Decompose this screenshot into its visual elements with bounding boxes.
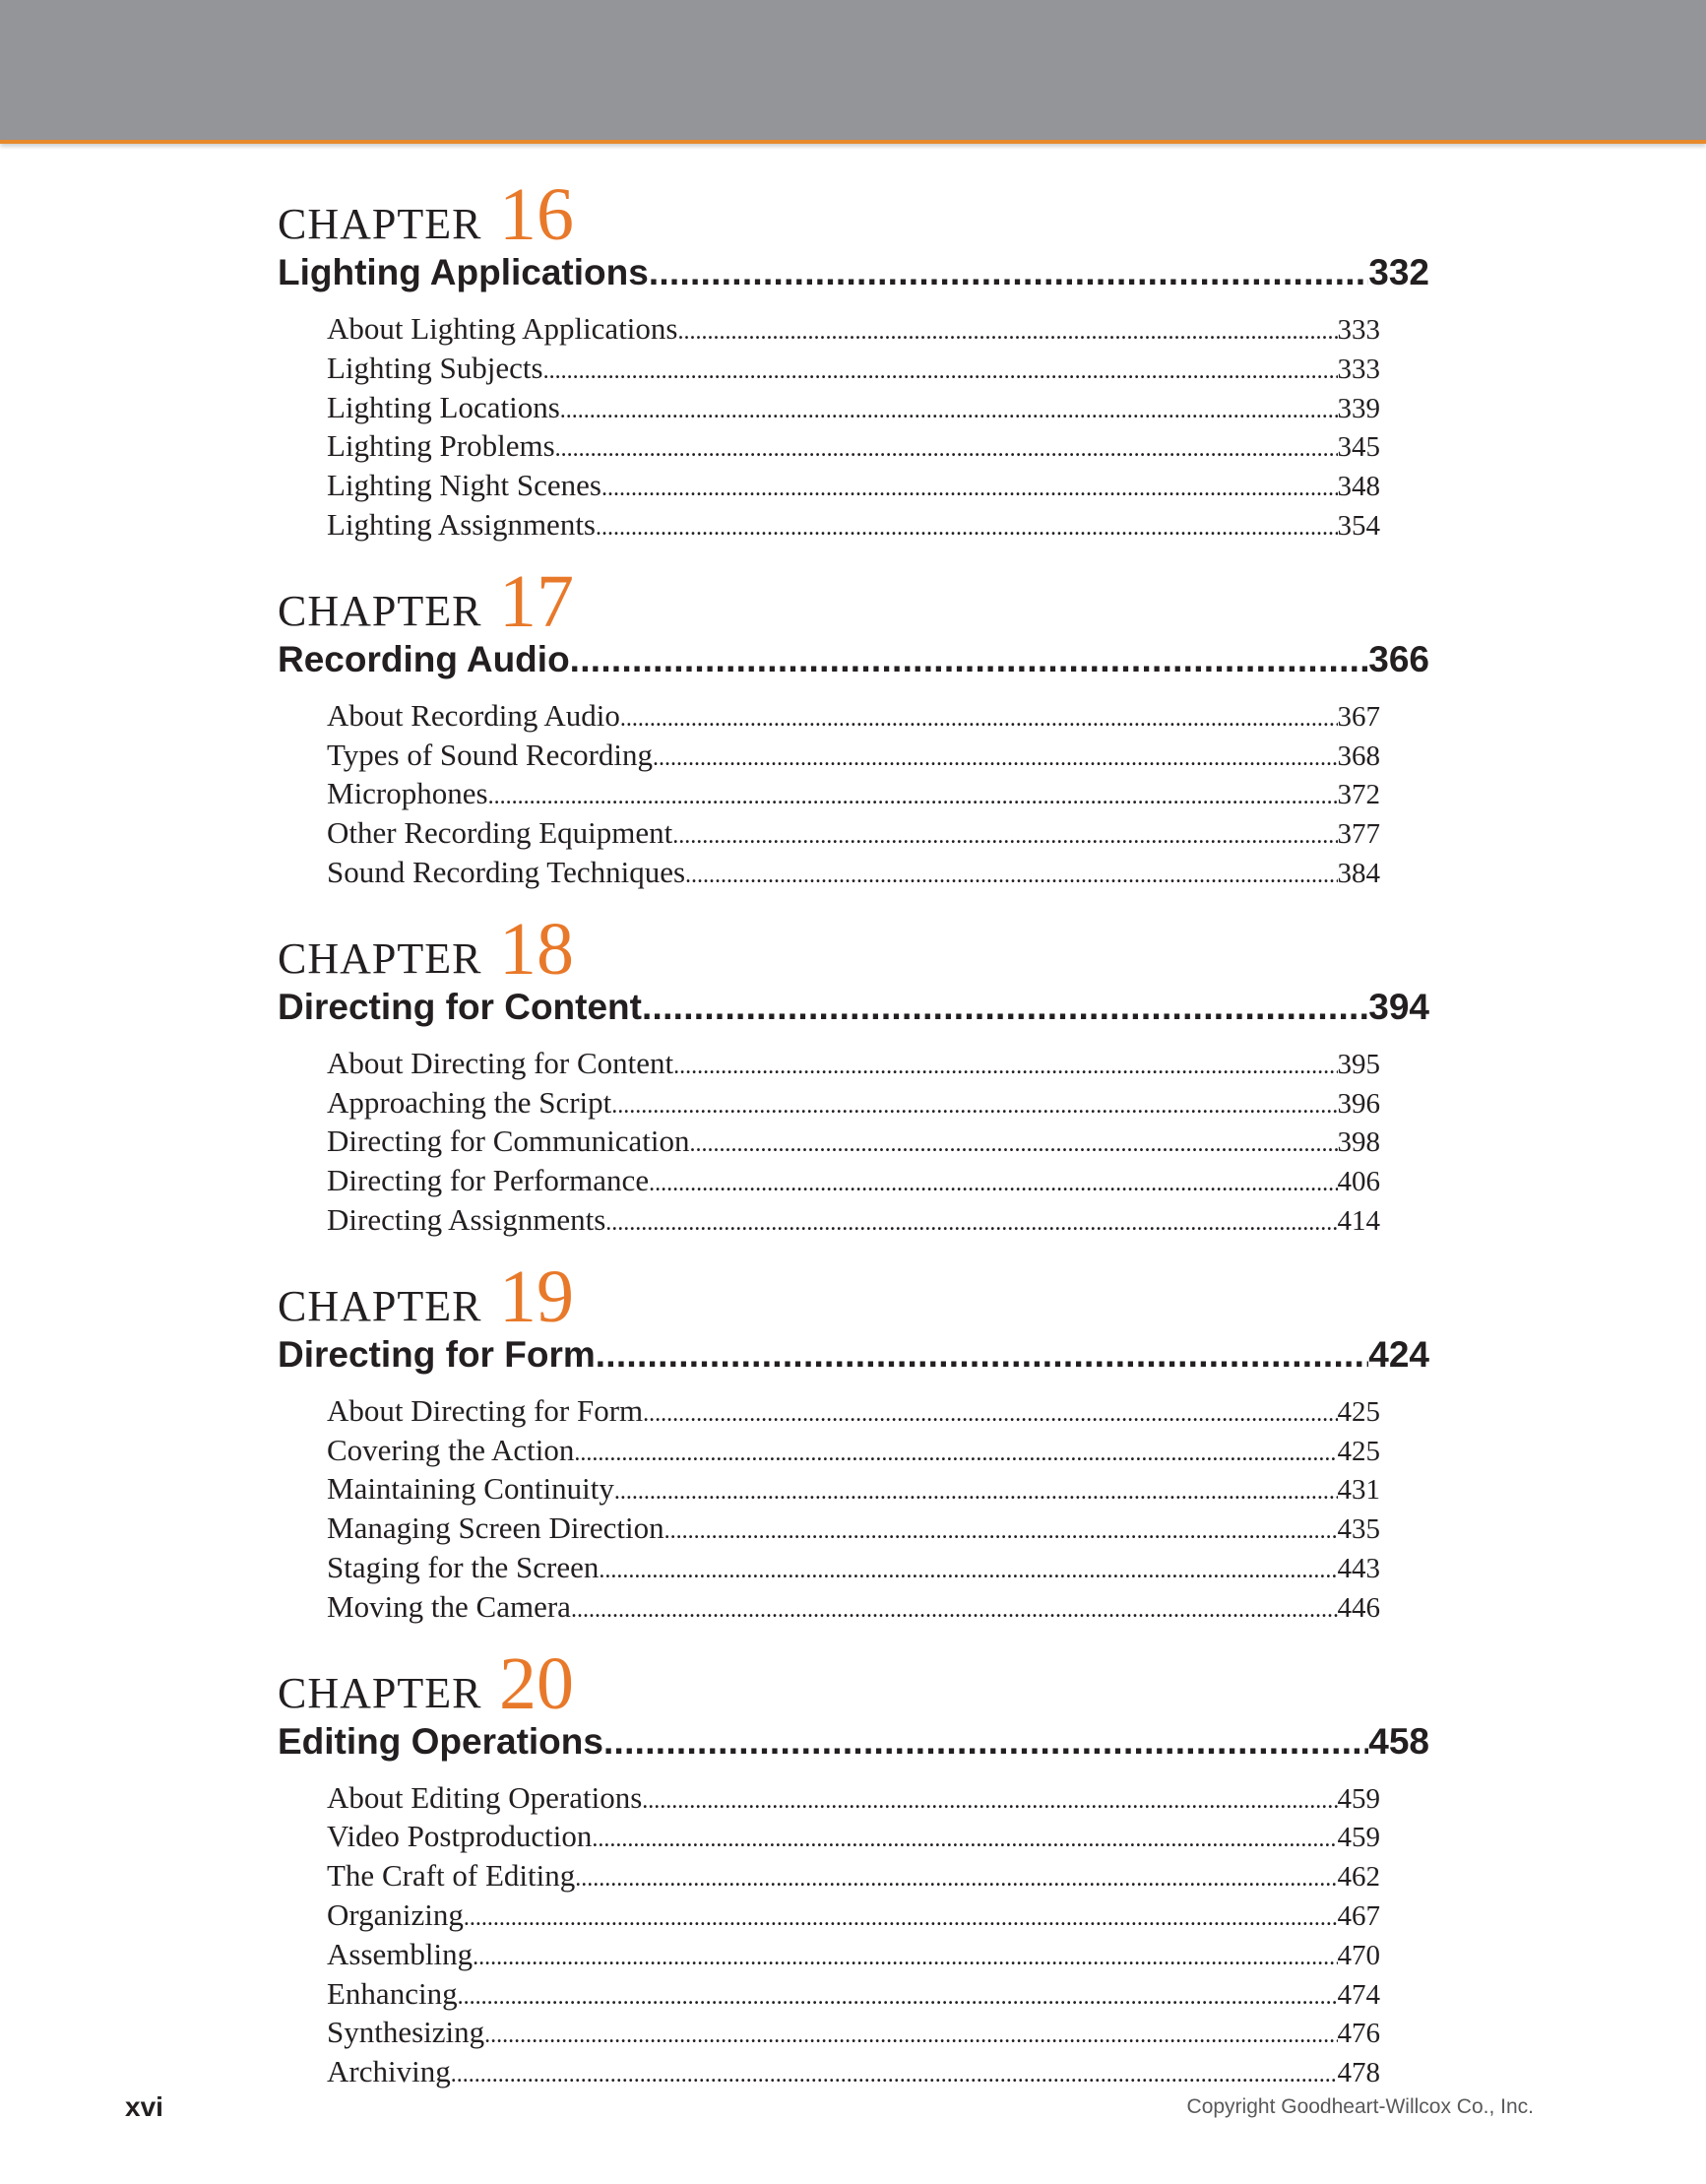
dot-leader (620, 706, 1338, 733)
chapter-page-number: 366 (1368, 638, 1429, 679)
section-entry[interactable] (327, 311, 1380, 351)
section-page-number: 395 (1337, 1048, 1380, 1080)
section-page-number: 367 (1337, 700, 1380, 733)
dot-leader (599, 1558, 1337, 1584)
dot-leader (653, 745, 1337, 772)
chapter-page-number: 424 (1368, 1333, 1429, 1375)
dot-leader (555, 436, 1338, 463)
section-entry[interactable] (327, 507, 1380, 546)
section-page-number: 333 (1337, 314, 1380, 346)
section-entry[interactable] (327, 855, 1380, 894)
section-title: Microphones (327, 776, 488, 811)
section-entry[interactable] (327, 390, 1380, 429)
section-entry[interactable] (327, 1471, 1380, 1510)
section-title: Directing Assignments (327, 1201, 606, 1237)
section-title: Other Recording Equipment (327, 815, 673, 851)
section-title: Types of Sound Recording (327, 737, 654, 772)
section-entry[interactable] (327, 1897, 1380, 1937)
section-title: About Recording Audio (327, 697, 620, 733)
chapter-block (278, 169, 1429, 546)
chapter-label: CHAPTER (278, 1281, 482, 1330)
section-title: Lighting Assignments (327, 506, 596, 542)
section-title: Staging for the Screen (327, 1549, 600, 1584)
chapter-heading (278, 1638, 1429, 1725)
chapter-label: CHAPTER (278, 1668, 482, 1717)
section-page-number: 406 (1337, 1166, 1380, 1198)
section-page-number: 425 (1337, 1395, 1380, 1428)
chapter-title-entry[interactable] (278, 1334, 1429, 1389)
dot-leader (649, 252, 1368, 293)
dot-leader (601, 476, 1338, 502)
section-page-number: 396 (1337, 1087, 1380, 1120)
section-page-number: 372 (1337, 779, 1380, 811)
section-entry[interactable] (327, 1202, 1380, 1242)
chapter-number: 16 (499, 173, 574, 256)
section-title: Lighting Night Scenes (327, 468, 601, 503)
section-entry[interactable] (327, 1937, 1380, 1976)
section-entry[interactable] (327, 1163, 1380, 1202)
dot-leader (614, 1479, 1338, 1506)
section-entry[interactable] (327, 1433, 1380, 1472)
section-page-number: 368 (1337, 739, 1380, 772)
section-entry[interactable] (327, 1780, 1380, 1820)
dot-leader (664, 1518, 1338, 1545)
dot-leader (484, 2023, 1337, 2049)
chapter-heading (278, 556, 1429, 643)
dot-leader (673, 1054, 1337, 1080)
section-title: Lighting Locations (327, 389, 560, 424)
section-page-number: 459 (1337, 1782, 1380, 1815)
section-page-number: 459 (1337, 1822, 1380, 1854)
dot-leader (611, 1093, 1337, 1120)
section-title: Directing for Performance (327, 1163, 650, 1198)
section-title: The Craft of Editing (327, 1858, 576, 1894)
chapter-block (278, 556, 1429, 894)
dot-leader (574, 1441, 1337, 1467)
section-page-number: 435 (1337, 1513, 1380, 1546)
chapter-title: Directing for Content (278, 986, 642, 1027)
dot-leader (649, 1171, 1337, 1197)
section-title: Organizing (327, 1896, 464, 1932)
dot-leader (605, 1210, 1337, 1237)
section-page-number: 443 (1337, 1552, 1380, 1584)
section-page-number: 398 (1337, 1126, 1380, 1159)
dot-leader (560, 398, 1338, 424)
section-title: Lighting Subjects (327, 350, 543, 385)
dot-leader (643, 1401, 1337, 1428)
dot-leader (451, 2062, 1338, 2088)
chapter-title-entry[interactable] (278, 252, 1429, 307)
dot-leader (464, 1905, 1338, 1932)
copyright-notice: Copyright Goodheart-Willcox Co., Inc. (1186, 2095, 1534, 2118)
section-entry[interactable] (327, 1124, 1380, 1163)
chapter-title: Recording Audio (278, 638, 570, 679)
section-title: Video Postproduction (327, 1819, 593, 1854)
section-title: Managing Screen Direction (327, 1510, 664, 1546)
chapter-number: 19 (499, 1254, 574, 1338)
chapter-title-entry[interactable] (278, 987, 1429, 1042)
chapter-block (278, 1638, 1429, 2093)
dot-leader (596, 515, 1338, 542)
section-page-number: 425 (1337, 1435, 1380, 1467)
section-entry[interactable] (327, 1085, 1380, 1124)
section-entry[interactable] (327, 815, 1380, 855)
dot-leader (642, 987, 1368, 1028)
section-page-number: 474 (1337, 1978, 1380, 2011)
dot-leader (642, 1788, 1337, 1815)
section-title: Archiving (327, 2054, 451, 2089)
section-page-number: 462 (1337, 1861, 1380, 1894)
section-title: About Editing Operations (327, 1779, 643, 1815)
section-entry[interactable] (327, 1046, 1380, 1085)
chapter-title-entry[interactable] (278, 639, 1429, 694)
chapter-title: Lighting Applications (278, 252, 649, 292)
section-list (327, 698, 1380, 894)
section-entry[interactable] (327, 1976, 1380, 2016)
chapter-number: 18 (499, 907, 574, 991)
chapter-page-number: 394 (1368, 986, 1429, 1027)
section-title: Lighting Problems (327, 428, 555, 464)
section-page-number: 431 (1337, 1474, 1380, 1507)
section-page-number: 354 (1337, 509, 1380, 542)
section-list (327, 311, 1380, 546)
section-page-number: 377 (1337, 818, 1380, 851)
dot-leader (672, 823, 1337, 850)
section-list (327, 1046, 1380, 1242)
dot-leader (592, 1827, 1337, 1853)
section-page-number: 384 (1337, 857, 1380, 889)
section-entry[interactable] (327, 1819, 1380, 1858)
chapter-title-entry[interactable] (278, 1721, 1429, 1776)
section-list (327, 1393, 1380, 1629)
header-band (0, 0, 1706, 144)
section-entry[interactable] (327, 351, 1380, 390)
section-entry[interactable] (327, 738, 1380, 777)
section-title: Approaching the Script (327, 1084, 612, 1120)
section-entry[interactable] (327, 776, 1380, 815)
chapter-label: CHAPTER (278, 933, 482, 983)
dot-leader (570, 639, 1369, 680)
chapter-heading (278, 169, 1429, 256)
chapter-page-number: 458 (1368, 1720, 1429, 1762)
section-title: About Lighting Applications (327, 311, 678, 346)
chapter-label: CHAPTER (278, 586, 482, 635)
dot-leader (596, 1334, 1369, 1376)
section-page-number: 446 (1337, 1591, 1380, 1624)
dot-leader (473, 1945, 1337, 1971)
section-page-number: 476 (1337, 2018, 1380, 2050)
dot-leader (571, 1597, 1338, 1624)
dot-leader (678, 319, 1338, 346)
dot-leader (488, 784, 1338, 810)
section-title: Covering the Action (327, 1432, 575, 1467)
chapter-block (278, 1252, 1429, 1629)
section-list (327, 1780, 1380, 2093)
dot-leader (543, 358, 1338, 385)
section-entry[interactable] (327, 1550, 1380, 1589)
section-entry[interactable] (327, 1393, 1380, 1433)
table-of-contents (278, 169, 1429, 2103)
section-title: Assembling (327, 1936, 474, 1971)
dot-leader (458, 1984, 1338, 2011)
page-folio: xvi (125, 2091, 163, 2122)
section-title: About Directing for Content (327, 1045, 674, 1080)
section-entry[interactable] (327, 428, 1380, 468)
section-entry[interactable] (327, 1858, 1380, 1897)
section-entry[interactable] (327, 468, 1380, 507)
section-page-number: 333 (1337, 353, 1380, 385)
section-page-number: 414 (1337, 1204, 1380, 1237)
chapter-number: 20 (499, 1641, 574, 1725)
chapter-number: 17 (499, 559, 574, 643)
dot-leader (603, 1721, 1368, 1763)
section-page-number: 470 (1337, 1939, 1380, 1971)
section-title: Moving the Camera (327, 1588, 571, 1624)
section-title: Synthesizing (327, 2015, 485, 2050)
section-page-number: 345 (1337, 431, 1380, 464)
section-entry[interactable] (327, 2015, 1380, 2054)
dot-leader (685, 863, 1337, 889)
chapter-heading (278, 904, 1429, 991)
section-entry[interactable] (327, 698, 1380, 738)
chapter-label: CHAPTER (278, 200, 482, 248)
section-title: Enhancing (327, 1975, 458, 2011)
section-page-number: 467 (1337, 1899, 1380, 1932)
section-title: Sound Recording Techniques (327, 854, 686, 889)
chapter-title: Editing Operations (278, 1720, 603, 1762)
section-title: Maintaining Continuity (327, 1471, 614, 1507)
dot-leader (689, 1131, 1337, 1158)
section-entry[interactable] (327, 1510, 1380, 1550)
chapter-page-number: 332 (1368, 252, 1429, 292)
dot-leader (575, 1866, 1337, 1893)
section-page-number: 339 (1337, 392, 1380, 424)
section-page-number: 478 (1337, 2057, 1380, 2089)
section-entry[interactable] (327, 2054, 1380, 2093)
chapter-block (278, 904, 1429, 1242)
chapter-heading (278, 1252, 1429, 1338)
section-page-number: 348 (1337, 471, 1380, 503)
section-entry[interactable] (327, 1589, 1380, 1629)
chapter-title: Directing for Form (278, 1333, 596, 1375)
section-title: Directing for Communication (327, 1124, 690, 1159)
section-title: About Directing for Form (327, 1392, 644, 1428)
